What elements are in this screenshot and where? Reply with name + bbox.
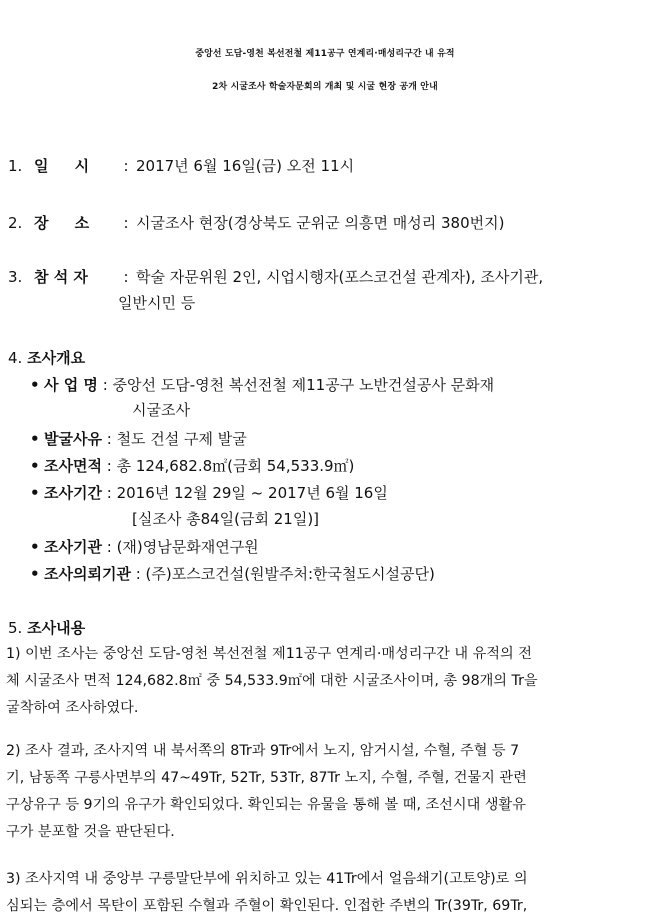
bullet-survey-area: • 조사면적 : 총 124,682.8㎡(금회 54,533.9㎡) [30, 454, 354, 479]
paragraph-line: 기, 남동쪽 구릉사면부의 47~49Tr, 52Tr, 53Tr, 87Tr 노지, 수혈, 주혈, 건물지 관련 [6, 770, 527, 786]
paragraph-line: 3) 조사지역 내 중앙부 구릉말단부에 위치하고 있는 41Tr에서 얼음쇄기(고토양)로 의 [6, 871, 528, 887]
bullet-dot-icon: • [30, 457, 40, 475]
bullet-dot-icon: • [30, 484, 40, 502]
bullet-value: (재)영남문화재연구원 [116, 538, 259, 556]
bullet-label: 조사면적 [44, 457, 102, 475]
item-value-continued: 일반시민 등 [118, 294, 196, 312]
paragraph-line: 2) 조사 결과, 조사지역 내 북서쪽의 8Tr과 9Tr에서 노지, 암거시설, 수혈, 주혈 등 7 [6, 743, 520, 759]
item-number: 2. [8, 214, 23, 232]
item-number: 3. [8, 268, 23, 286]
item-label: 참 석 자 [34, 268, 88, 286]
bullet-survey-period: • 조사기간 : 2016년 12월 29일 ~ 2017년 6월 16일 [30, 481, 388, 506]
section-number: 4. [8, 349, 23, 367]
title-line-2: 2차 시굴조사 학술자문회의 개최 및 시굴 현장 공개 안내 [212, 82, 438, 92]
bullet-dot-icon: • [30, 565, 40, 583]
bullet-label: 조사기간 [44, 484, 102, 502]
paragraph-line: 구가 분포할 것을 판단된다. [6, 824, 175, 840]
item-value: 시굴조사 현장(경상북도 군위군 의흥면 매성리 380번지) [136, 214, 505, 232]
bullet-value: 철도 건설 구제 발굴 [116, 430, 247, 448]
bullet-survey-institution: • 조사기관 : (재)영남문화재연구원 [30, 535, 259, 560]
bullet-commissioning-institution: • 조사의뢰기관 : (주)포스코건설(원발주처:한국철도시설공단) [30, 562, 435, 587]
paragraph-line: 굴착하여 조사하였다. [6, 700, 139, 716]
paragraph-line: 구상유구 등 9기의 유구가 확인되었다. 확인되는 유물을 통해 볼 때, 조선시대 생활유 [6, 797, 526, 813]
paragraph-line: 심되는 층에서 목탄이 포함된 수혈과 주혈이 확인된다. 인접한 주변의 Tr(39Tr, 69Tr, [6, 898, 528, 914]
bullet-value-continued: [실조사 총84일(금회 21일)] [132, 510, 320, 528]
bullet-value-continued: 시굴조사 [132, 401, 190, 419]
section-title: 조사내용 [27, 619, 86, 637]
bullet-label: 사 업 명 [44, 376, 98, 394]
section-title: 조사개요 [27, 349, 86, 367]
item-number: 1. [8, 157, 23, 175]
bullet-value: 총 124,682.8㎡(금회 54,533.9㎡) [116, 457, 355, 475]
item-value: 학술 자문위원 2인, 시업시행자(포스코건설 관계자), 조사기관, [136, 268, 544, 286]
title-line-1: 중앙선 도담-영천 복선전철 제11공구 연계리·매성리구간 내 유적 [195, 49, 455, 59]
bullet-label: 조사의뢰기관 [44, 565, 131, 583]
paragraph-3 [6, 866, 634, 920]
item-value: 2017년 6월 16일(금) 오전 11시 [136, 157, 355, 175]
bullet-label: 발굴사유 [44, 430, 102, 448]
bullet-dot-icon: • [30, 376, 40, 394]
section-4-heading [8, 346, 85, 371]
item-place: 2. 장 소 : 시굴조사 현장(경상북도 군위군 의흥면 매성리 380번지) [8, 211, 504, 236]
section-number: 5. [8, 619, 23, 637]
bullet-dot-icon: • [30, 430, 40, 448]
paragraph-2 [6, 738, 634, 846]
document-title [0, 0, 650, 104]
bullet-dot-icon: • [30, 538, 40, 556]
bullet-value: (주)포스코건설(원발주처:한국철도시설공단) [145, 565, 435, 583]
bullet-project-name: • 사 업 명 : 중앙선 도담-영천 복선전철 제11공구 노반건설공사 문화재 [30, 373, 494, 398]
bullet-label: 조사기관 [44, 538, 102, 556]
item-label: 일 시 [34, 157, 90, 175]
paragraph-line: 체 시굴조사 면적 124,682.8㎡ 중 54,533.9㎡에 대한 시굴조사이며, 총 98개의 Tr을 [6, 673, 538, 689]
item-attendees: 3. 참 석 자 : 학술 자문위원 2인, 시업시행자(포스코건설 관계자), 조사기관, [8, 265, 543, 290]
paragraph-line: 1) 이번 조사는 중앙선 도담-영천 복선전철 제11공구 연계리·매성리구간 내 유적의 전 [6, 646, 532, 662]
section-5-heading [8, 616, 85, 641]
bullet-value: 2016년 12월 29일 ~ 2017년 6월 16일 [116, 484, 388, 502]
item-date: 1. 일 시 : 2017년 6월 16일(금) 오전 11시 [8, 154, 354, 179]
paragraph-1 [6, 641, 634, 722]
bullet-excavation-reason: • 발굴사유 : 철도 건설 구제 발굴 [30, 427, 247, 452]
item-label: 장 소 [34, 214, 90, 232]
bullet-value: 중앙선 도담-영천 복선전철 제11공구 노반건설공사 문화재 [112, 376, 495, 394]
